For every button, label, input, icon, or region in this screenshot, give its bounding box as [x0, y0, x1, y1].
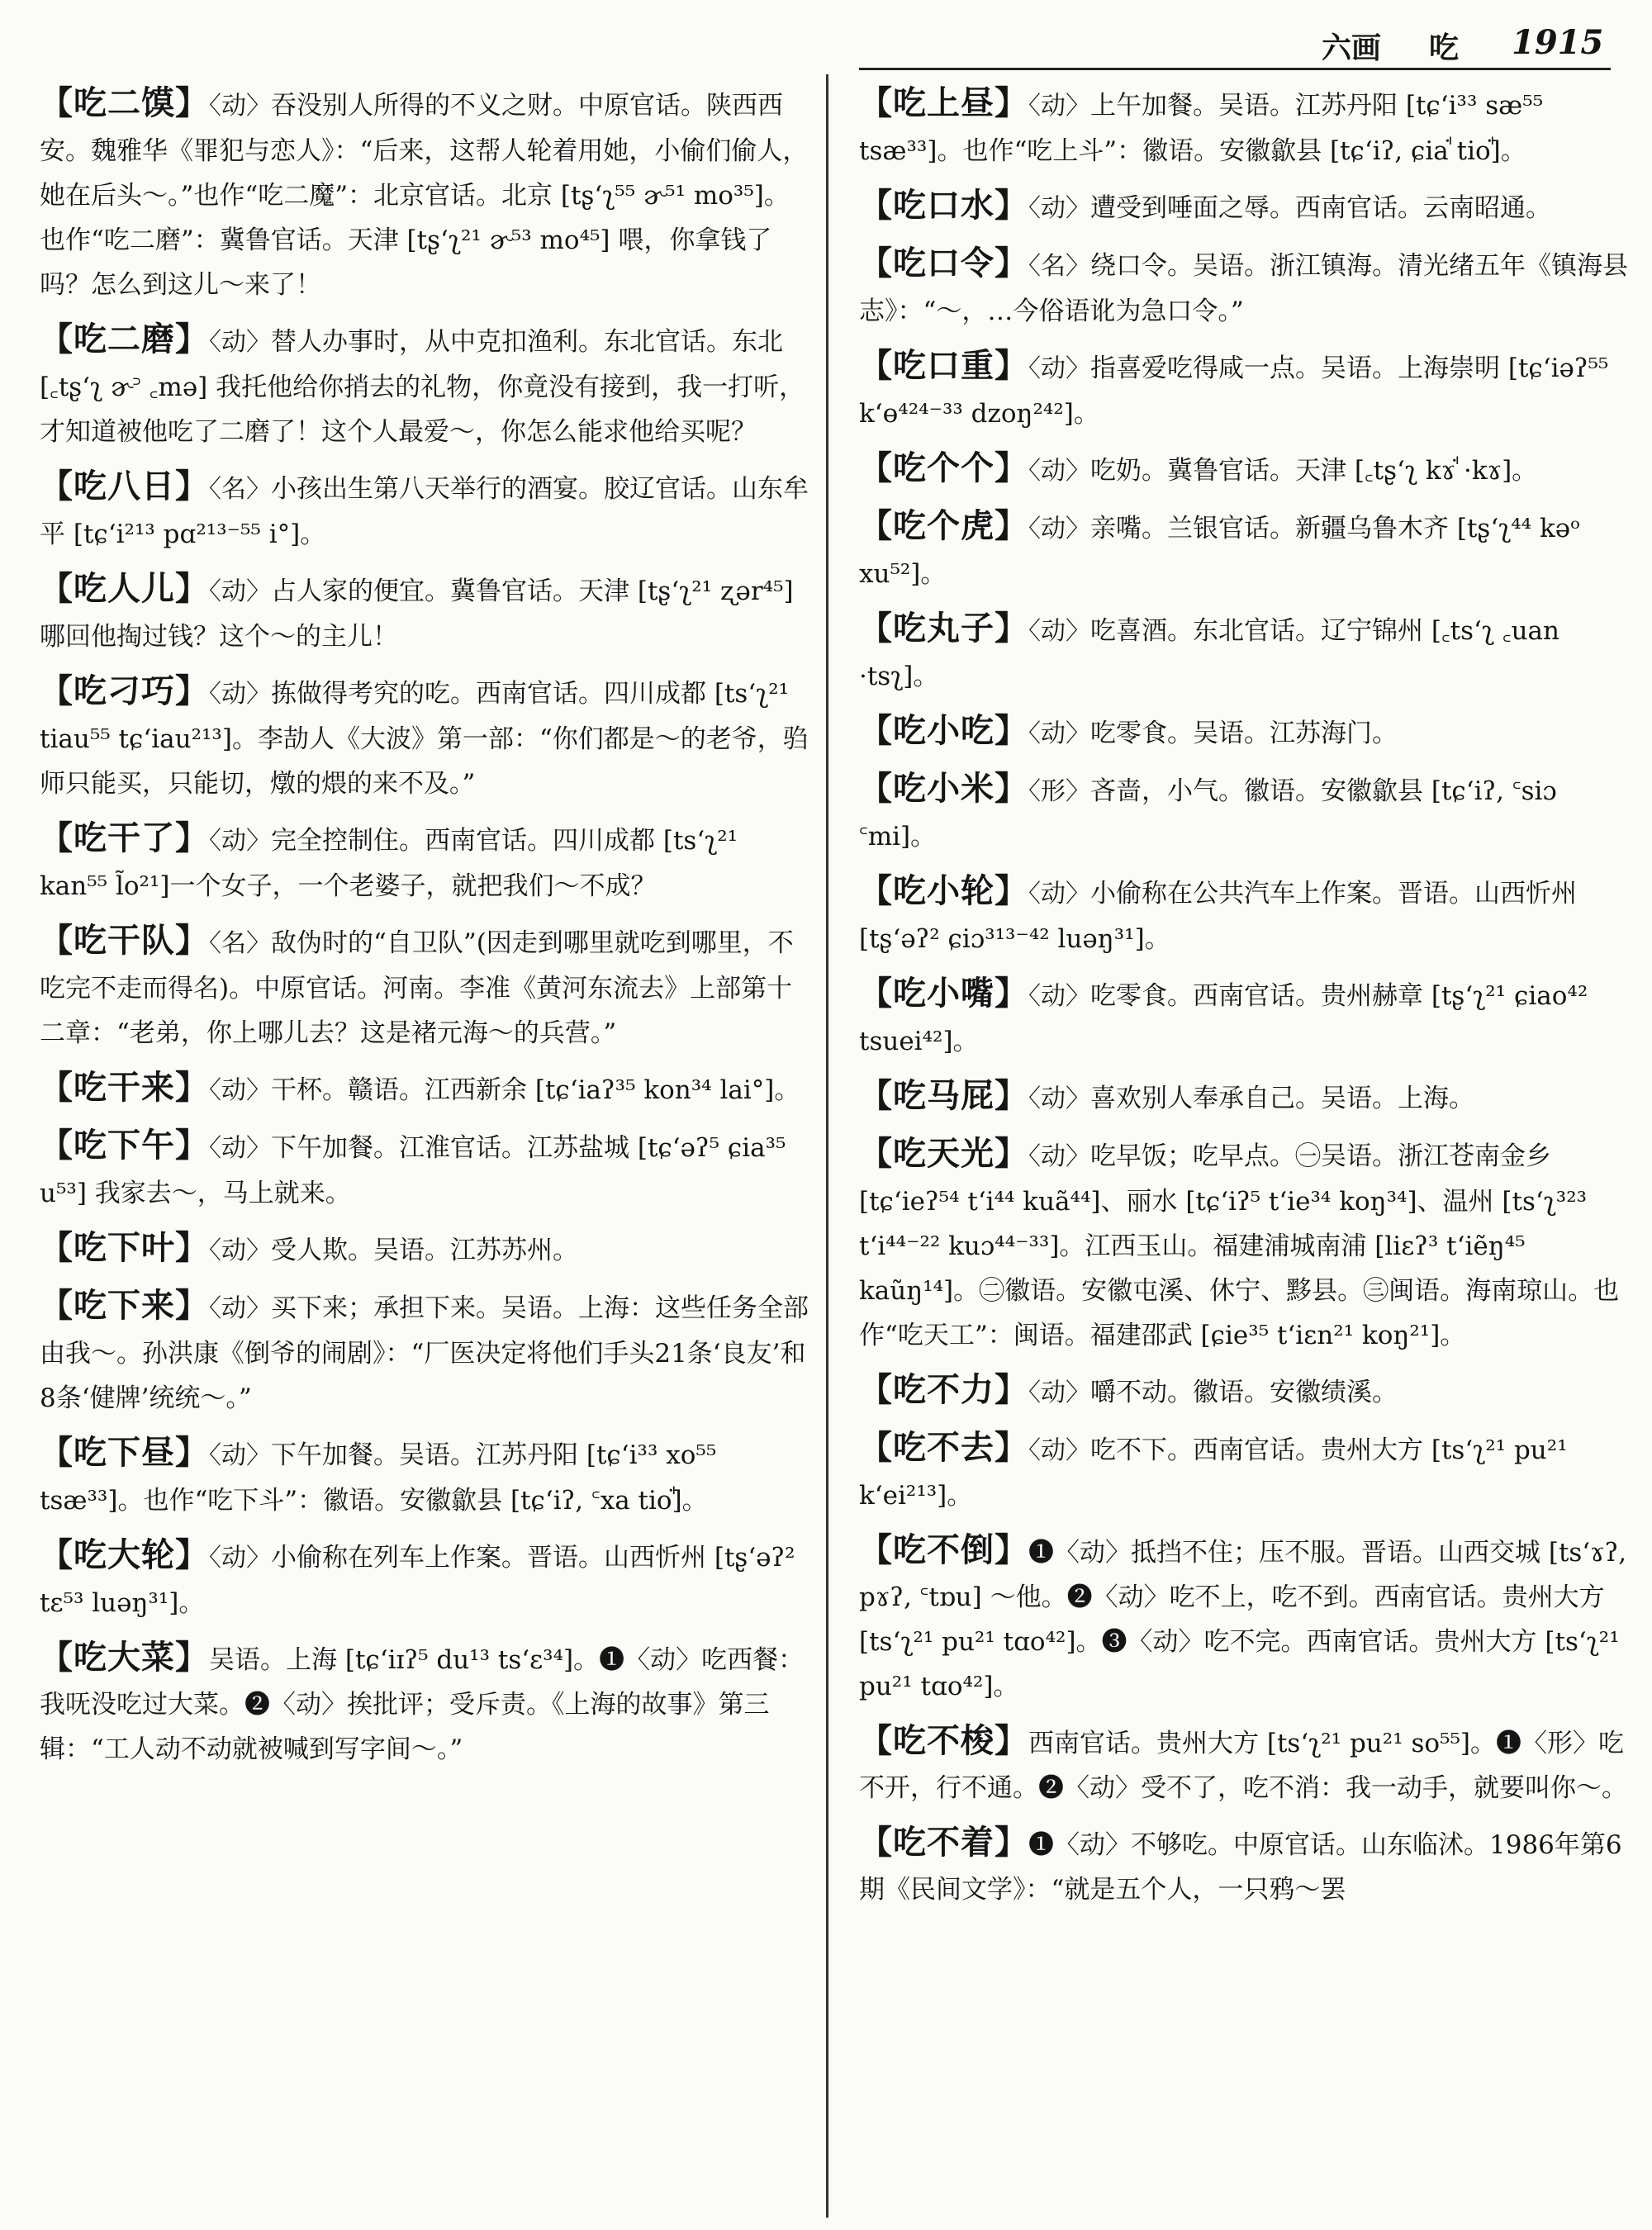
dictionary-entry [859, 1132, 1631, 1358]
entry-headword: 【吃下叶】 [40, 1228, 209, 1267]
entry-headword: 【吃天光】 [859, 1134, 1028, 1173]
entry-headword: 【吃刁巧】 [40, 671, 209, 710]
dictionary-entry [40, 1431, 812, 1523]
entry-definition: 下午加餐。江淮官话。江苏盐城 [tɕʻəʔ⁵ ɕia³⁵ u⁵³] 我家去～，马上就来。 [40, 1133, 786, 1208]
entry-part-of-speech: 〈动〉 [209, 1294, 271, 1323]
entry-headword: 【吃口重】 [859, 346, 1028, 385]
entry-headword: 【吃上昼】 [859, 83, 1028, 122]
entry-part-of-speech: 〈动〉 [209, 1076, 271, 1105]
entry-definition: 占人家的便宜。冀鲁官话。天津 [tʂʻʅ²¹ ʐər⁴⁵] 哪回他掏过钱？这个～的主儿！ [40, 576, 794, 652]
dictionary-entry [859, 183, 1631, 231]
entry-part-of-speech: 〈动〉 [1028, 92, 1090, 121]
dictionary-entry [859, 766, 1631, 859]
dictionary-entry [40, 669, 812, 806]
entry-part-of-speech: 〈动〉 [1028, 194, 1090, 223]
entry-definition: 小偷称在公共汽车上作案。晋语。山西忻州 [tʂʻəʔ² ɕiɔ³¹³⁻⁴² luəŋ³¹]。 [859, 879, 1577, 954]
entry-part-of-speech: 〈动〉 [209, 1236, 271, 1265]
entry-definition: 吃早饭；吃早点。㊀吴语。浙江苍南金乡 [tɕʻieʔ⁵⁴ tʻi⁴⁴ kuã⁴⁴]、丽水 [tɕʻiʔ⁵ tʻie³⁴ koŋ³⁴]、温州 [tsʻʅ³²³ tʻi⁴⁴⁻²² kuɔ⁴⁴⁻³³]。江西玉山。福建浦城南浦 [liɛʔ³ tʻiẽŋ⁴⁵ kaũŋ¹⁴]。㊁徽语。安徽屯溪、休宁、黟县。㊂闽语。海南琼山。也作“吃天工”：闽语。福建邵武 [ɕie³⁵ tʻiɛn²¹ koŋ²¹]。 [859, 1141, 1620, 1350]
dictionary-entry [40, 1635, 812, 1772]
entry-part-of-speech: 〈形〉 [1028, 777, 1090, 806]
entry-definition: 小偷称在列车上作案。晋语。山西忻州 [tʂʻəʔ² tɛ⁵³ luəŋ³¹]。 [40, 1543, 795, 1618]
entry-part-of-speech: 〈动〉 [209, 1134, 271, 1163]
entry-part-of-speech: 〈名〉 [1028, 252, 1090, 281]
entry-definition: 遭受到唾面之辱。西南官话。云南昭通。 [1090, 193, 1551, 223]
entry-definition: 敌伪时的“自卫队”(因走到哪里就吃到哪里，不吃完不走而得名)。中原官话。河南。李准《黄河东流去》上部第十二章：“老弟，你上哪儿去？这是褚元海～的兵营。” [40, 928, 794, 1048]
entry-headword: 【吃二馍】 [40, 83, 209, 122]
entry-part-of-speech: 〈动〉 [209, 1441, 271, 1470]
entry-headword: 【吃下来】 [40, 1286, 209, 1325]
entry-headword: 【吃干来】 [40, 1068, 209, 1107]
entry-part-of-speech: 〈动〉 [209, 827, 271, 856]
entry-definition: 喜欢别人奉承自己。吴语。上海。 [1090, 1084, 1474, 1113]
dictionary-entry [859, 1820, 1631, 1912]
entry-headword: 【吃干队】 [40, 921, 209, 960]
entry-headword: 【吃丸子】 [859, 609, 1028, 648]
dictionary-entry [859, 1426, 1631, 1518]
dictionary-entry [859, 606, 1631, 699]
entry-definition: 受人欺。吴语。江苏苏州。 [271, 1236, 578, 1265]
entry-headword: 【吃下午】 [40, 1126, 209, 1165]
entry-definition: 西南官话。贵州大方 [tsʻʅ²¹ pu²¹ so⁵⁵]。❶〈形〉吃不开，行不通。❷〈动〉受不了，吃不消：我一动手，就要叫你～。 [859, 1729, 1627, 1803]
entry-headword: 【吃小轮】 [859, 871, 1028, 910]
entry-definition: 完全控制住。西南官话。四川成都 [tsʻʅ²¹ kan⁵⁵ l̃o²¹]一个女子，一个老婆子，就把我们～不成？ [40, 826, 738, 901]
entry-definition: 吃不下。西南官话。贵州大方 [tsʻʅ²¹ pu²¹ kʻei²¹³]。 [859, 1435, 1568, 1511]
entry-definition: 买下来；承担下来。吴语。上海：这些任务全部由我～。孙洪康《倒爷的闹剧》：“厂医决定将他们手头21条‘良友’和8条‘健牌’统统～。” [40, 1293, 809, 1413]
entry-definition: ❶〈动〉抵挡不住；压不服。晋语。山西交城 [tsʻɤʔ, pɤʔ, ꜂tɒu] ～他。❷〈动〉吃不上，吃不到。西南官话。贵州大方 [tsʻʅ²¹ pu²¹ tɑo⁴²]。❸〈动〉吃不完。西南官话。贵州大方 [tsʻʅ²¹ pu²¹ tɑo⁴²]。 [859, 1538, 1627, 1701]
dictionary-entry [40, 567, 812, 659]
entry-definition: 亲嘴。兰银官话。新疆乌鲁木齐 [tʂʻʅ⁴⁴ kəᵒ xu⁵²]。 [859, 514, 1581, 589]
entry-headword: 【吃下昼】 [40, 1433, 209, 1472]
entry-headword: 【吃个个】 [859, 448, 1028, 487]
header-character: 吃 [1429, 31, 1460, 65]
entry-part-of-speech: 〈名〉 [209, 929, 271, 958]
entry-part-of-speech: 〈动〉 [1028, 719, 1090, 748]
dictionary-entry [859, 1719, 1631, 1810]
entry-headword: 【吃口令】 [859, 244, 1028, 282]
entry-part-of-speech: 〈动〉 [1028, 457, 1090, 486]
dictionary-entry [40, 317, 812, 454]
entry-definition: 嚼不动。徽语。安徽绩溪。 [1090, 1378, 1398, 1407]
entry-definition: 吃零食。吴语。江苏海门。 [1090, 719, 1398, 748]
dictionary-entry [859, 1368, 1631, 1416]
dictionary-entry [40, 816, 812, 909]
entry-part-of-speech: 〈动〉 [1028, 515, 1090, 543]
dictionary-entry [40, 1283, 812, 1421]
entry-part-of-speech: 〈动〉 [1028, 354, 1090, 383]
page-header [859, 18, 1611, 70]
entry-part-of-speech: 〈动〉 [1028, 1378, 1090, 1407]
dictionary-entry [859, 81, 1631, 173]
dictionary-entry [40, 81, 812, 307]
entry-definition: 吞没别人所得的不义之财。中原官话。陕西西安。魏雅华《罪犯与恋人》：“后来，这帮人轮着用她，小偷们偷人，她在后头～。”也作“吃二魔”：北京官话。北京 [tʂʻʅ⁵⁵ ɚ⁵¹ mo³⁵]。也作“吃二磨”：冀鲁官话。天津 [tʂʻʅ²¹ ɚ⁵³ mo⁴⁵] 喂，你拿钱了吗？怎么到这儿～来了！ [40, 91, 809, 300]
entry-part-of-speech: 〈动〉 [209, 1544, 271, 1573]
entry-part-of-speech: 〈动〉 [1028, 1084, 1090, 1113]
page-number: 1915 [1512, 23, 1604, 62]
entry-headword: 【吃小吃】 [859, 711, 1028, 750]
dictionary-entry [859, 971, 1631, 1064]
entry-headword: 【吃个虎】 [859, 506, 1028, 545]
entry-definition: 吃喜酒。东北官话。辽宁锦州 [꜀tsʻʅ ꜀uan ·tsʅ]。 [859, 616, 1559, 691]
entry-headword: 【吃口水】 [859, 186, 1028, 225]
entry-part-of-speech: 〈动〉 [209, 92, 271, 121]
entry-headword: 【吃大菜】 [40, 1638, 209, 1677]
entry-headword: 【吃干了】 [40, 818, 209, 857]
entry-part-of-speech: 〈动〉 [1028, 880, 1090, 909]
entry-definition: ❶〈动〉不够吃。中原官话。山东临沭。1986年第6期《民间文学》：“就是五个人，一只鸦～罢 [859, 1830, 1622, 1905]
entry-definition: 吝啬，小气。徽语。安徽歙县 [tɕʻiʔ, ꜂siɔ ꜂mi]。 [859, 776, 1557, 852]
entry-headword: 【吃不着】 [859, 1823, 1028, 1862]
left-column [40, 81, 812, 1782]
entry-part-of-speech: 〈动〉 [209, 680, 271, 709]
entry-definition: 吃零食。西南官话。贵州赫章 [tʂʻʅ²¹ ɕiao⁴² tsuei⁴²]。 [859, 981, 1588, 1056]
entry-part-of-speech: 〈动〉 [1028, 982, 1090, 1011]
entry-part-of-speech: 〈动〉 [209, 328, 271, 357]
entry-headword: 【吃小嘴】 [859, 974, 1028, 1013]
dictionary-entry [859, 1528, 1631, 1709]
dictionary-entry [40, 1226, 812, 1274]
dictionary-entry [859, 709, 1631, 757]
dictionary-entry [859, 446, 1631, 494]
entry-headword: 【吃不去】 [859, 1428, 1028, 1467]
entry-definition: 下午加餐。吴语。江苏丹阳 [tɕʻi³³ xo⁵⁵ tsæ³³]。也作“吃下斗”：徽语。安徽歙县 [tɕʻiʔ, ꜂xa tioꜗ]。 [40, 1440, 717, 1516]
entry-definition: 拣做得考究的吃。西南官话。四川成都 [tsʻʅ²¹ tiau⁵⁵ tɕʻiau²¹³]。李劼人《大波》第一部：“你们都是～的老爷，驺师只能买，只能切，燉的煨的来不及。” [40, 679, 809, 799]
dictionary-entry [40, 464, 812, 557]
entry-definition: 吃奶。冀鲁官话。天津 [꜀tʂʻʅ kɤꜗ ·kɤ]。 [1090, 456, 1538, 486]
dictionary-entry [40, 1533, 812, 1625]
entry-headword: 【吃大轮】 [40, 1535, 209, 1574]
column-divider [826, 74, 828, 2218]
entry-part-of-speech: 〈名〉 [209, 475, 271, 504]
dictionary-entry [859, 241, 1631, 334]
entry-definition: 指喜爱吃得咸一点。吴语。上海崇明 [tɕʻiəʔ⁵⁵ kʻɵ⁴²⁴⁻³³ dzoŋ²⁴²]。 [859, 353, 1609, 429]
entry-part-of-speech: 〈动〉 [1028, 1436, 1090, 1465]
entry-headword: 【吃人儿】 [40, 569, 209, 608]
entry-definition: 绕口令。吴语。浙江镇海。清光绪五年《镇海县志》：“～，…今俗语讹为急口令。” [859, 251, 1628, 326]
entry-headword: 【吃马屁】 [859, 1076, 1028, 1115]
entry-headword: 【吃不力】 [859, 1370, 1028, 1409]
section-label: 六画 [1322, 31, 1382, 65]
entry-definition: 替人办事时，从中克扣渔利。东北官话。东北 [꜀tʂʻʅ ɚ꜄ ꜀mə] 我托他给你捎去的礼物，你竟没有接到，我一打听，才知道被他吃了二磨了！这个人最爱～，你怎么能求他给买呢？ [40, 327, 805, 447]
dictionary-entry [859, 504, 1631, 596]
entry-part-of-speech: 〈动〉 [1028, 1142, 1090, 1171]
dictionary-entry [859, 344, 1631, 436]
dictionary-entry [40, 918, 812, 1056]
entry-definition: 吴语。上海 [tɕʻiɪʔ⁵ du¹³ tsʻɛ³⁴]。❶〈动〉吃西餐：我呒没吃过大菜。❷〈动〉挨批评；受斥责。《上海的故事》第三辑：“工人动不动就被喊到写字间～。” [40, 1645, 805, 1764]
entry-definition: 干杯。赣语。江西新余 [tɕʻiaʔ³⁵ kon³⁴ lai°]。 [271, 1075, 800, 1105]
entry-part-of-speech: 〈动〉 [209, 577, 271, 606]
dictionary-entry [40, 1123, 812, 1216]
entry-headword: 【吃八日】 [40, 467, 209, 505]
entry-headword: 【吃小米】 [859, 769, 1028, 808]
right-column [859, 81, 1631, 1922]
entry-headword: 【吃不梭】 [859, 1721, 1028, 1760]
entry-headword: 【吃二磨】 [40, 320, 209, 358]
entry-definition: 小孩出生第八天举行的酒宴。胶辽官话。山东牟平 [tɕʻi²¹³ pɑ²¹³⁻⁵⁵ i°]。 [40, 474, 809, 549]
dictionary-entry [859, 1074, 1631, 1122]
entry-part-of-speech: 〈动〉 [1028, 617, 1090, 646]
dictionary-entry [40, 1065, 812, 1113]
dictionary-entry [859, 869, 1631, 961]
entry-headword: 【吃不倒】 [859, 1530, 1028, 1569]
entry-definition: 上午加餐。吴语。江苏丹阳 [tɕʻi³³ sæ⁵⁵ tsæ³³]。也作“吃上斗”：徽语。安徽歙县 [tɕʻiʔ, ɕiaꜗ tioꜗ]。 [859, 91, 1544, 166]
